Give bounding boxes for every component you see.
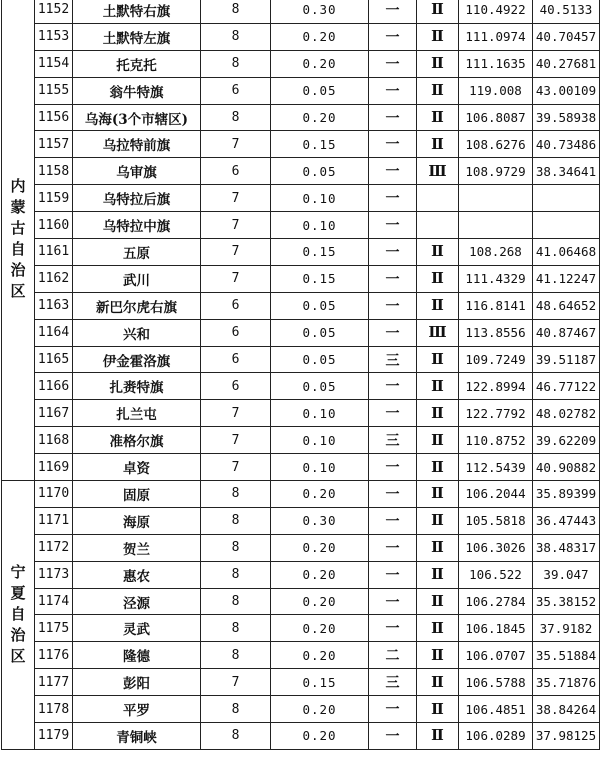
row-number-cell: 1162 [35,265,73,292]
latitude-cell: 38.84264 [533,696,600,723]
table-row [2,615,600,642]
longitude-cell: 106.8087 [459,104,533,131]
region-name-cell [2,481,35,750]
design-group-cell: 一 [369,319,417,346]
county-name-cell: 伊金霍洛旗 [73,346,201,373]
design-group-cell: 一 [369,265,417,292]
design-group-cell: 一 [369,77,417,104]
table-body [2,0,600,749]
table-row [2,212,600,239]
row-number-cell: 1179 [35,723,73,750]
design-group-cell: 三 [369,427,417,454]
table-row [2,319,600,346]
table-row [2,131,600,158]
intensity-cell: 7 [201,400,271,427]
table-row [2,373,600,400]
longitude-cell: 112.5439 [459,454,533,481]
acceleration-cell: 0.20 [271,23,369,50]
longitude-cell: 110.8752 [459,427,533,454]
design-group-cell: 一 [369,104,417,131]
site-class-cell: Ⅱ [417,588,459,615]
intensity-cell: 8 [201,615,271,642]
county-name-cell: 泾源 [73,588,201,615]
row-number-cell: 1177 [35,669,73,696]
latitude-cell: 40.87467 [533,319,600,346]
intensity-cell: 6 [201,346,271,373]
table-row [2,158,600,185]
row-number-cell: 1172 [35,534,73,561]
acceleration-cell: 0.15 [271,669,369,696]
county-name-cell: 乌审旗 [73,158,201,185]
design-group-cell: 一 [369,23,417,50]
longitude-cell: 116.8141 [459,292,533,319]
latitude-cell: 38.34641 [533,158,600,185]
design-group-cell: 一 [369,212,417,239]
intensity-cell: 8 [201,723,271,750]
site-class-cell: Ⅱ [417,615,459,642]
table-row [2,0,600,23]
site-class-cell: Ⅱ [417,239,459,266]
longitude-cell: 119.008 [459,77,533,104]
latitude-cell: 46.77122 [533,373,600,400]
longitude-cell: 108.9729 [459,158,533,185]
design-group-cell: 一 [369,454,417,481]
row-number-cell: 1160 [35,212,73,239]
acceleration-cell: 0.20 [271,642,369,669]
intensity-cell: 7 [201,239,271,266]
site-class-cell: Ⅱ [417,77,459,104]
design-group-cell: 一 [369,588,417,615]
acceleration-cell: 0.05 [271,77,369,104]
row-number-cell: 1171 [35,507,73,534]
county-name-cell: 惠农 [73,561,201,588]
acceleration-cell: 0.05 [271,292,369,319]
acceleration-cell: 0.05 [271,373,369,400]
table-row [2,723,600,750]
row-number-cell: 1161 [35,239,73,266]
region-name: 宁夏自治区 [10,563,26,666]
intensity-cell: 8 [201,696,271,723]
intensity-cell: 8 [201,507,271,534]
site-class-cell [417,212,459,239]
table-row [2,507,600,534]
acceleration-cell: 0.10 [271,400,369,427]
acceleration-cell: 0.15 [271,265,369,292]
table-row [2,400,600,427]
longitude-cell: 122.8994 [459,373,533,400]
table-row [2,481,600,508]
acceleration-cell: 0.20 [271,696,369,723]
table-row [2,588,600,615]
acceleration-cell: 0.30 [271,0,369,23]
row-number-cell: 1157 [35,131,73,158]
acceleration-cell: 0.15 [271,131,369,158]
latitude-cell [533,185,600,212]
site-class-cell: Ⅱ [417,292,459,319]
acceleration-cell: 0.20 [271,50,369,77]
acceleration-cell: 0.20 [271,104,369,131]
site-class-cell: Ⅱ [417,104,459,131]
design-group-cell: 一 [369,615,417,642]
table-row [2,427,600,454]
table-row [2,696,600,723]
row-number-cell: 1169 [35,454,73,481]
row-number-cell: 1178 [35,696,73,723]
intensity-cell: 7 [201,131,271,158]
site-class-cell: Ⅱ [417,642,459,669]
longitude-cell [459,212,533,239]
acceleration-cell: 0.10 [271,185,369,212]
design-group-cell: 一 [369,561,417,588]
row-number-cell: 1174 [35,588,73,615]
region-name-cell [2,0,35,481]
longitude-cell: 106.0707 [459,642,533,669]
site-class-cell: Ⅱ [417,265,459,292]
intensity-cell: 8 [201,104,271,131]
site-class-cell: Ⅱ [417,50,459,77]
table-row [2,77,600,104]
latitude-cell: 40.5133 [533,0,600,23]
row-number-cell: 1154 [35,50,73,77]
acceleration-cell: 0.20 [271,615,369,642]
design-group-cell: 一 [369,400,417,427]
site-class-cell: Ⅱ [417,373,459,400]
county-name-cell: 扎兰屯 [73,400,201,427]
latitude-cell: 41.12247 [533,265,600,292]
longitude-cell: 106.3026 [459,534,533,561]
county-name-cell: 贺兰 [73,534,201,561]
site-class-cell: Ⅱ [417,131,459,158]
intensity-cell: 8 [201,588,271,615]
latitude-cell: 48.02782 [533,400,600,427]
intensity-cell: 7 [201,212,271,239]
row-number-cell: 1170 [35,481,73,508]
row-number-cell: 1168 [35,427,73,454]
intensity-cell: 8 [201,534,271,561]
design-group-cell: 一 [369,481,417,508]
site-class-cell: Ⅱ [417,481,459,508]
intensity-cell: 8 [201,50,271,77]
longitude-cell: 106.2784 [459,588,533,615]
design-group-cell: 三 [369,346,417,373]
design-group-cell: 二 [369,642,417,669]
latitude-cell [533,212,600,239]
acceleration-cell: 0.10 [271,427,369,454]
longitude-cell: 106.5788 [459,669,533,696]
site-class-cell: Ⅱ [417,346,459,373]
acceleration-cell: 0.20 [271,588,369,615]
latitude-cell: 41.06468 [533,239,600,266]
intensity-cell: 7 [201,427,271,454]
site-class-cell: Ⅱ [417,723,459,750]
county-name-cell: 兴和 [73,319,201,346]
site-class-cell: Ⅱ [417,0,459,23]
latitude-cell: 40.70457 [533,23,600,50]
longitude-cell: 106.0289 [459,723,533,750]
acceleration-cell: 0.20 [271,561,369,588]
acceleration-cell: 0.30 [271,507,369,534]
latitude-cell: 35.38152 [533,588,600,615]
longitude-cell: 106.1845 [459,615,533,642]
site-class-cell: Ⅱ [417,507,459,534]
row-number-cell: 1176 [35,642,73,669]
longitude-cell: 111.4329 [459,265,533,292]
latitude-cell: 40.27681 [533,50,600,77]
acceleration-cell: 0.05 [271,319,369,346]
row-number-cell: 1158 [35,158,73,185]
county-name-cell: 准格尔旗 [73,427,201,454]
acceleration-cell: 0.10 [271,454,369,481]
row-number-cell: 1159 [35,185,73,212]
longitude-cell: 113.8556 [459,319,533,346]
acceleration-cell: 0.10 [271,212,369,239]
design-group-cell: 三 [369,669,417,696]
table-row [2,50,600,77]
design-group-cell: 一 [369,292,417,319]
county-name-cell: 青铜峡 [73,723,201,750]
longitude-cell: 122.7792 [459,400,533,427]
intensity-cell: 6 [201,373,271,400]
longitude-cell: 111.0974 [459,23,533,50]
longitude-cell: 105.5818 [459,507,533,534]
design-group-cell: 一 [369,723,417,750]
county-name-cell: 新巴尔虎右旗 [73,292,201,319]
longitude-cell: 106.522 [459,561,533,588]
county-name-cell: 翁牛特旗 [73,77,201,104]
longitude-cell: 106.2044 [459,481,533,508]
acceleration-cell: 0.15 [271,239,369,266]
county-name-cell: 乌特拉中旗 [73,212,201,239]
longitude-cell: 108.6276 [459,131,533,158]
design-group-cell: 一 [369,534,417,561]
table-row [2,292,600,319]
table-row [2,104,600,131]
latitude-cell: 35.71876 [533,669,600,696]
intensity-cell: 7 [201,265,271,292]
latitude-cell: 48.64652 [533,292,600,319]
county-name-cell: 乌海(3个市辖区) [73,104,201,131]
site-class-cell: Ⅱ [417,669,459,696]
county-name-cell: 乌拉特前旗 [73,131,201,158]
acceleration-cell: 0.05 [271,158,369,185]
latitude-cell: 36.47443 [533,507,600,534]
intensity-cell: 6 [201,319,271,346]
intensity-cell: 8 [201,642,271,669]
design-group-cell: 一 [369,158,417,185]
intensity-cell: 8 [201,561,271,588]
table-row [2,454,600,481]
county-name-cell: 武川 [73,265,201,292]
table-row [2,265,600,292]
county-name-cell: 卓资 [73,454,201,481]
intensity-cell: 7 [201,669,271,696]
longitude-cell [459,185,533,212]
design-group-cell: 一 [369,239,417,266]
site-class-cell: Ⅱ [417,400,459,427]
seismic-parameter-table [1,0,600,750]
county-name-cell: 乌特拉后旗 [73,185,201,212]
row-number-cell: 1165 [35,346,73,373]
longitude-cell: 108.268 [459,239,533,266]
row-number-cell: 1152 [35,0,73,23]
table-row [2,185,600,212]
county-name-cell: 灵武 [73,615,201,642]
row-number-cell: 1155 [35,77,73,104]
latitude-cell: 39.58938 [533,104,600,131]
design-group-cell: 一 [369,507,417,534]
intensity-cell: 8 [201,481,271,508]
intensity-cell: 8 [201,23,271,50]
table-row [2,534,600,561]
county-name-cell: 彭阳 [73,669,201,696]
row-number-cell: 1175 [35,615,73,642]
acceleration-cell: 0.20 [271,481,369,508]
site-class-cell: Ⅱ [417,23,459,50]
table-row [2,23,600,50]
county-name-cell: 平罗 [73,696,201,723]
latitude-cell: 39.62209 [533,427,600,454]
intensity-cell: 7 [201,185,271,212]
county-name-cell: 海原 [73,507,201,534]
county-name-cell: 扎赉特旗 [73,373,201,400]
site-class-cell: Ⅲ [417,319,459,346]
region-name: 内蒙古自治区 [10,176,26,300]
design-group-cell: 一 [369,373,417,400]
latitude-cell: 37.9182 [533,615,600,642]
site-class-cell: Ⅲ [417,158,459,185]
county-name-cell: 固原 [73,481,201,508]
intensity-cell: 8 [201,0,271,23]
county-name-cell: 土默特右旗 [73,0,201,23]
site-class-cell: Ⅱ [417,561,459,588]
latitude-cell: 39.51187 [533,346,600,373]
latitude-cell: 38.48317 [533,534,600,561]
row-number-cell: 1156 [35,104,73,131]
intensity-cell: 6 [201,77,271,104]
county-name-cell: 五原 [73,239,201,266]
longitude-cell: 109.7249 [459,346,533,373]
county-name-cell: 隆德 [73,642,201,669]
longitude-cell: 110.4922 [459,0,533,23]
intensity-cell: 7 [201,454,271,481]
county-name-cell: 托克托 [73,50,201,77]
site-class-cell: Ⅱ [417,534,459,561]
design-group-cell: 一 [369,50,417,77]
row-number-cell: 1164 [35,319,73,346]
site-class-cell: Ⅱ [417,696,459,723]
row-number-cell: 1167 [35,400,73,427]
table-row [2,642,600,669]
row-number-cell: 1166 [35,373,73,400]
latitude-cell: 35.89399 [533,481,600,508]
latitude-cell: 37.98125 [533,723,600,750]
acceleration-cell: 0.20 [271,723,369,750]
county-name-cell: 土默特左旗 [73,23,201,50]
latitude-cell: 39.047 [533,561,600,588]
design-group-cell: 一 [369,131,417,158]
site-class-cell: Ⅱ [417,427,459,454]
longitude-cell: 106.4851 [459,696,533,723]
site-class-cell [417,185,459,212]
row-number-cell: 1163 [35,292,73,319]
acceleration-cell: 0.05 [271,346,369,373]
design-group-cell: 一 [369,696,417,723]
table-row [2,669,600,696]
longitude-cell: 111.1635 [459,50,533,77]
table-row [2,346,600,373]
table-row [2,239,600,266]
intensity-cell: 6 [201,292,271,319]
latitude-cell: 40.90882 [533,454,600,481]
row-number-cell: 1153 [35,23,73,50]
intensity-cell: 6 [201,158,271,185]
acceleration-cell: 0.20 [271,534,369,561]
design-group-cell: 一 [369,185,417,212]
latitude-cell: 43.00109 [533,77,600,104]
design-group-cell: 一 [369,0,417,23]
latitude-cell: 35.51884 [533,642,600,669]
latitude-cell: 40.73486 [533,131,600,158]
site-class-cell: Ⅱ [417,454,459,481]
row-number-cell: 1173 [35,561,73,588]
table-row [2,561,600,588]
